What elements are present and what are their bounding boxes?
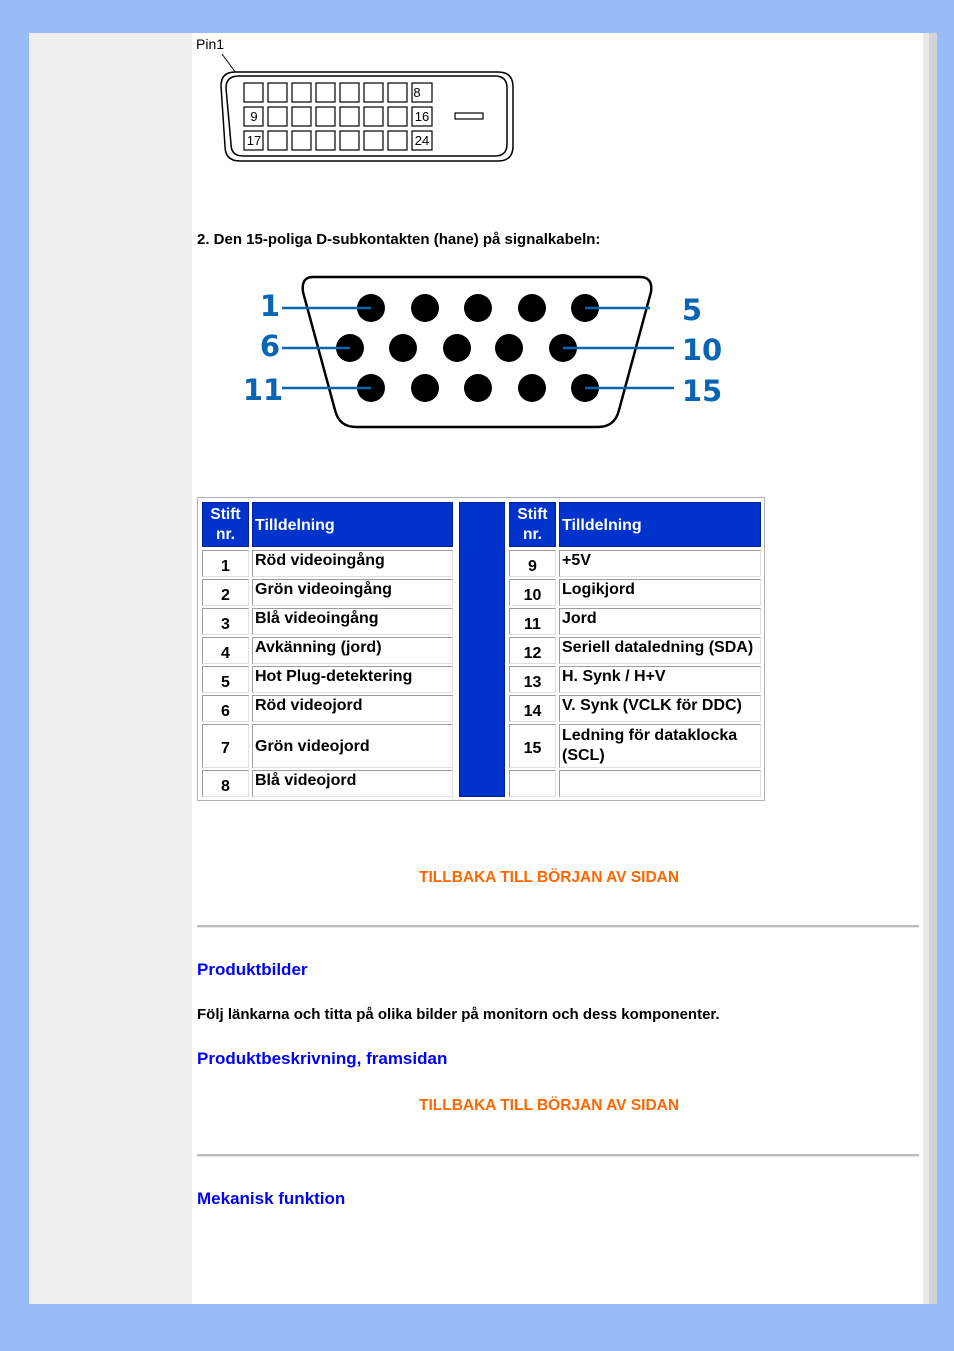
back-to-top-link[interactable]: TILLBAKA TILL BÖRJAN AV SIDAN: [419, 869, 680, 886]
dvi-pin: [364, 107, 383, 126]
product-images-text: Följ länkarna och titta på olika bilder på monitorn och dess komponenter.: [197, 1006, 720, 1023]
table-cell-text: H. Synk / H+V: [559, 666, 761, 693]
table-cell-num: 10: [509, 579, 556, 606]
table-header-num: Stift nr.: [202, 502, 249, 547]
scrollbar-track[interactable]: [929, 33, 937, 1304]
table-cell-text: Seriell dataledning (SDA): [559, 637, 761, 664]
back-to-top-link[interactable]: TILLBAKA TILL BÖRJAN AV SIDAN: [419, 1097, 680, 1114]
table-cell-num: 7: [202, 724, 249, 768]
dvi-pin: [364, 131, 383, 150]
table-cell-text: Röd videojord: [252, 695, 453, 722]
table-cell-text: Blå videojord: [252, 770, 453, 797]
dvi-pin: [292, 131, 311, 150]
dvi-pin: [244, 83, 263, 102]
table-cell-num: 14: [509, 695, 556, 722]
table-cell-text: Jord: [559, 608, 761, 635]
dvi-pin: [340, 131, 359, 150]
pin-label-17: 17: [246, 133, 262, 148]
table-cell-num: 15: [509, 724, 556, 768]
vga-label-15: 15: [681, 374, 723, 408]
table-cell-text: Logikjord: [559, 579, 761, 606]
vga-pin: [464, 374, 492, 402]
product-images-heading[interactable]: Produktbilder: [197, 960, 308, 979]
vga-label-5: 5: [681, 293, 703, 327]
divider: [197, 925, 919, 928]
table-header-num: Stift nr.: [509, 502, 556, 547]
table-cell-text: +5V: [559, 550, 761, 577]
table-cell-num: [509, 770, 556, 797]
table-cell-text: Grön videoingång: [252, 579, 453, 606]
vga-label-1: 1: [259, 289, 281, 323]
table-cell-text: Röd videoingång: [252, 550, 453, 577]
dvi-pin: [388, 107, 407, 126]
dvi-pin: [364, 83, 383, 102]
vga-pin: [411, 374, 439, 402]
vga-connector-diagram: [240, 270, 730, 435]
dvi-flat-blade: [455, 113, 483, 119]
dvi-pin: [292, 107, 311, 126]
dvi-pin: [292, 83, 311, 102]
vga-label-10: 10: [681, 333, 723, 367]
table-cell-text: V. Synk (VCLK för DDC): [559, 695, 761, 722]
vga-label-6: 6: [259, 329, 281, 363]
table-cell-text: Hot Plug-detektering: [252, 666, 453, 693]
dvi-pin: [340, 107, 359, 126]
dvi-pin: [268, 107, 287, 126]
table-cell-num: 2: [202, 579, 249, 606]
table-cell-text: Blå videoingång: [252, 608, 453, 635]
dvi-pin: [388, 131, 407, 150]
dvi-connector-diagram: [195, 34, 520, 166]
pin1-label: Pin1: [196, 36, 225, 52]
dvi-pin: [268, 83, 287, 102]
pin-assignment-table: [197, 497, 765, 801]
divider: [197, 1154, 919, 1157]
table-cell-num: 1: [202, 550, 249, 577]
table-cell-num: 5: [202, 666, 249, 693]
vga-pin: [443, 334, 471, 362]
vga-pin: [495, 334, 523, 362]
table-cell-num: 9: [509, 550, 556, 577]
mechanical-function-heading[interactable]: Mekanisk funktion: [197, 1189, 346, 1208]
vga-caption: 2. Den 15-poliga D-subkontakten (hane) på signalkabeln:: [197, 231, 601, 248]
pin-label-24: 24: [414, 133, 430, 148]
vga-pin: [518, 294, 546, 322]
vga-pin: [464, 294, 492, 322]
table-cell-text: Grön videojord: [252, 724, 453, 768]
product-front-link[interactable]: Produktbeskrivning, framsidan: [197, 1049, 448, 1068]
dvi-pin: [316, 107, 335, 126]
dvi-pin: [388, 83, 407, 102]
table-cell-text: Ledning för dataklocka (SCL): [559, 724, 761, 768]
table-cell-num: 11: [509, 608, 556, 635]
pin-label-9: 9: [250, 109, 258, 124]
table-cell-num: 8: [202, 770, 249, 797]
vga-pin: [518, 374, 546, 402]
table-header-assign: Tilldelning: [559, 502, 761, 547]
vga-pin: [389, 334, 417, 362]
table-cell-num: 6: [202, 695, 249, 722]
pin-label-16: 16: [414, 109, 430, 124]
table-middle-separator: [459, 502, 505, 797]
table-cell-num: 3: [202, 608, 249, 635]
dvi-pin: [340, 83, 359, 102]
table-header-assign: Tilldelning: [252, 502, 453, 547]
vga-label-11: 11: [242, 373, 284, 407]
table-cell-num: 13: [509, 666, 556, 693]
table-cell-num: 4: [202, 637, 249, 664]
dvi-pin: [268, 131, 287, 150]
vga-pin: [411, 294, 439, 322]
dvi-pin: [316, 131, 335, 150]
left-sidebar: [29, 33, 192, 1304]
table-cell-text: Avkänning (jord): [252, 637, 453, 664]
pin-label-8: 8: [413, 85, 421, 100]
table-cell-text: [559, 770, 761, 797]
table-cell-num: 12: [509, 637, 556, 664]
dvi-pin: [316, 83, 335, 102]
